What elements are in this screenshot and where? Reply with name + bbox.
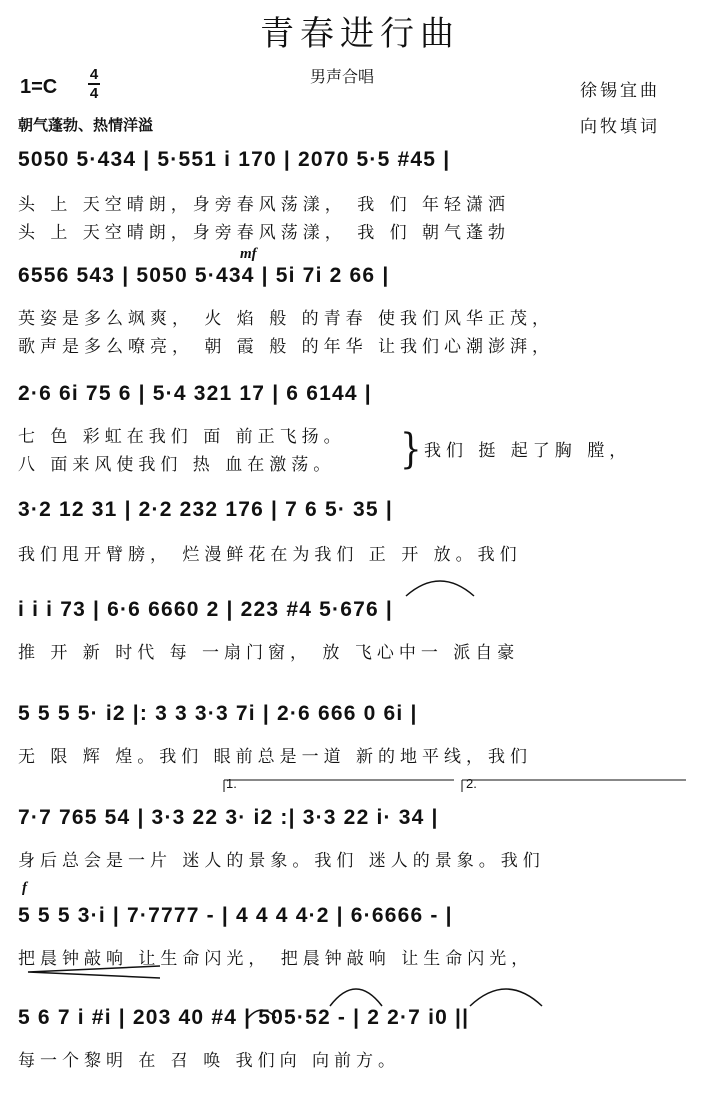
lyricist-credit: 向牧填词 (580, 117, 660, 137)
song-title: 青春进行曲 (260, 14, 460, 54)
lyric-1-verse-1: 头 上 天空晴朗，身旁春风荡漾， 我 们 年轻潇洒 (18, 195, 511, 215)
notation-9: 5 6 7 i #i | 203 40 #4 | 505·52 - | 2 2·7 i0 || (18, 1006, 470, 1029)
lyric-2-verse-2: 歌声是多么嘹亮， 朝 霞 般 的年华 让我们心潮澎湃， (18, 337, 555, 357)
lyric-7: 身后总会是一片 迷人的景象。我们 迷人的景象。我们 (18, 851, 545, 871)
notation-3: 2·6 6i 75 6 | 5·4 321 17 | 6 6144 | (18, 382, 372, 405)
volta-second: 2. (466, 776, 477, 791)
verse-brace: } (400, 426, 422, 474)
lyric-1-verse-2: 头 上 天空晴朗，身旁春风荡漾， 我 们 朝气蓬勃 (18, 223, 511, 243)
dynamic-mf: mf (240, 246, 257, 262)
notation-4: 3·2 12 31 | 2·2 232 176 | 7 6 5· 35 | (18, 498, 393, 521)
lyric-3-verse-2: 八 面来风使我们 热 血在激荡。 (18, 455, 336, 475)
lyric-3-shared: 我们 挺 起了胸 膛， (424, 441, 632, 461)
tie-slur (330, 989, 382, 1006)
tie-slur (248, 1010, 276, 1018)
dynamic-f: f (22, 880, 27, 896)
notation-1: 5050 5·434 | 5·551 i 170 | 2070 5·5 #45 | (18, 148, 451, 171)
notation-8: 5 5 5 3·i | 7·7777 - | 4 4 4 4·2 | 6·6666 - | (18, 904, 453, 927)
volta-first: 1. (226, 776, 237, 791)
notation-5: i i i 73 | 6·6 6660 2 | 223 #4 5·676 | (18, 598, 393, 621)
tempo-mood: 朝气蓬勃、热情洋溢 (18, 116, 154, 134)
tie-slur (470, 989, 542, 1006)
key-signature: 1=C (20, 76, 58, 98)
notation-2: 6556 543 | 5050 5·434 | 5i 7i 2 66 | (18, 264, 390, 287)
tie-slur (406, 581, 474, 596)
lyric-6: 无 限 辉 煌。我们 眼前总是一道 新的地平线，我们 (18, 747, 533, 767)
lyric-8: 把晨钟敲响 让生命闪光， 把晨钟敲响 让生命闪光， (18, 949, 534, 969)
performance-type: 男声合唱 (310, 67, 375, 86)
time-signature-bottom: 4 (89, 85, 99, 102)
crescendo-hairpin (28, 966, 160, 978)
time-signature-top: 4 (89, 66, 99, 83)
lyric-4: 我们甩开臂膀， 烂漫鲜花在为我们 正 开 放。我们 (18, 545, 522, 565)
notation-6: 5 5 5 5· i2 |: 3 3 3·3 7i | 2·6 666 0 6i | (18, 702, 418, 725)
lyric-3-verse-1: 七 色 彩虹在我们 面 前正飞扬。 (18, 427, 346, 447)
notation-7: 7·7 765 54 | 3·3 22 3· i2 :| 3·3 22 i· 34 | (18, 806, 439, 829)
lyric-9: 每一个黎明 在 召 唤 我们向 向前方。 (18, 1051, 401, 1071)
lyric-5: 推 开 新 时代 每 一扇门窗， 放 飞心中一 派自豪 (18, 643, 520, 663)
composer-credit: 徐锡宜曲 (580, 81, 660, 101)
lyric-2-verse-1: 英姿是多么飒爽， 火 焰 般 的青春 使我们风华正茂， (18, 309, 555, 329)
